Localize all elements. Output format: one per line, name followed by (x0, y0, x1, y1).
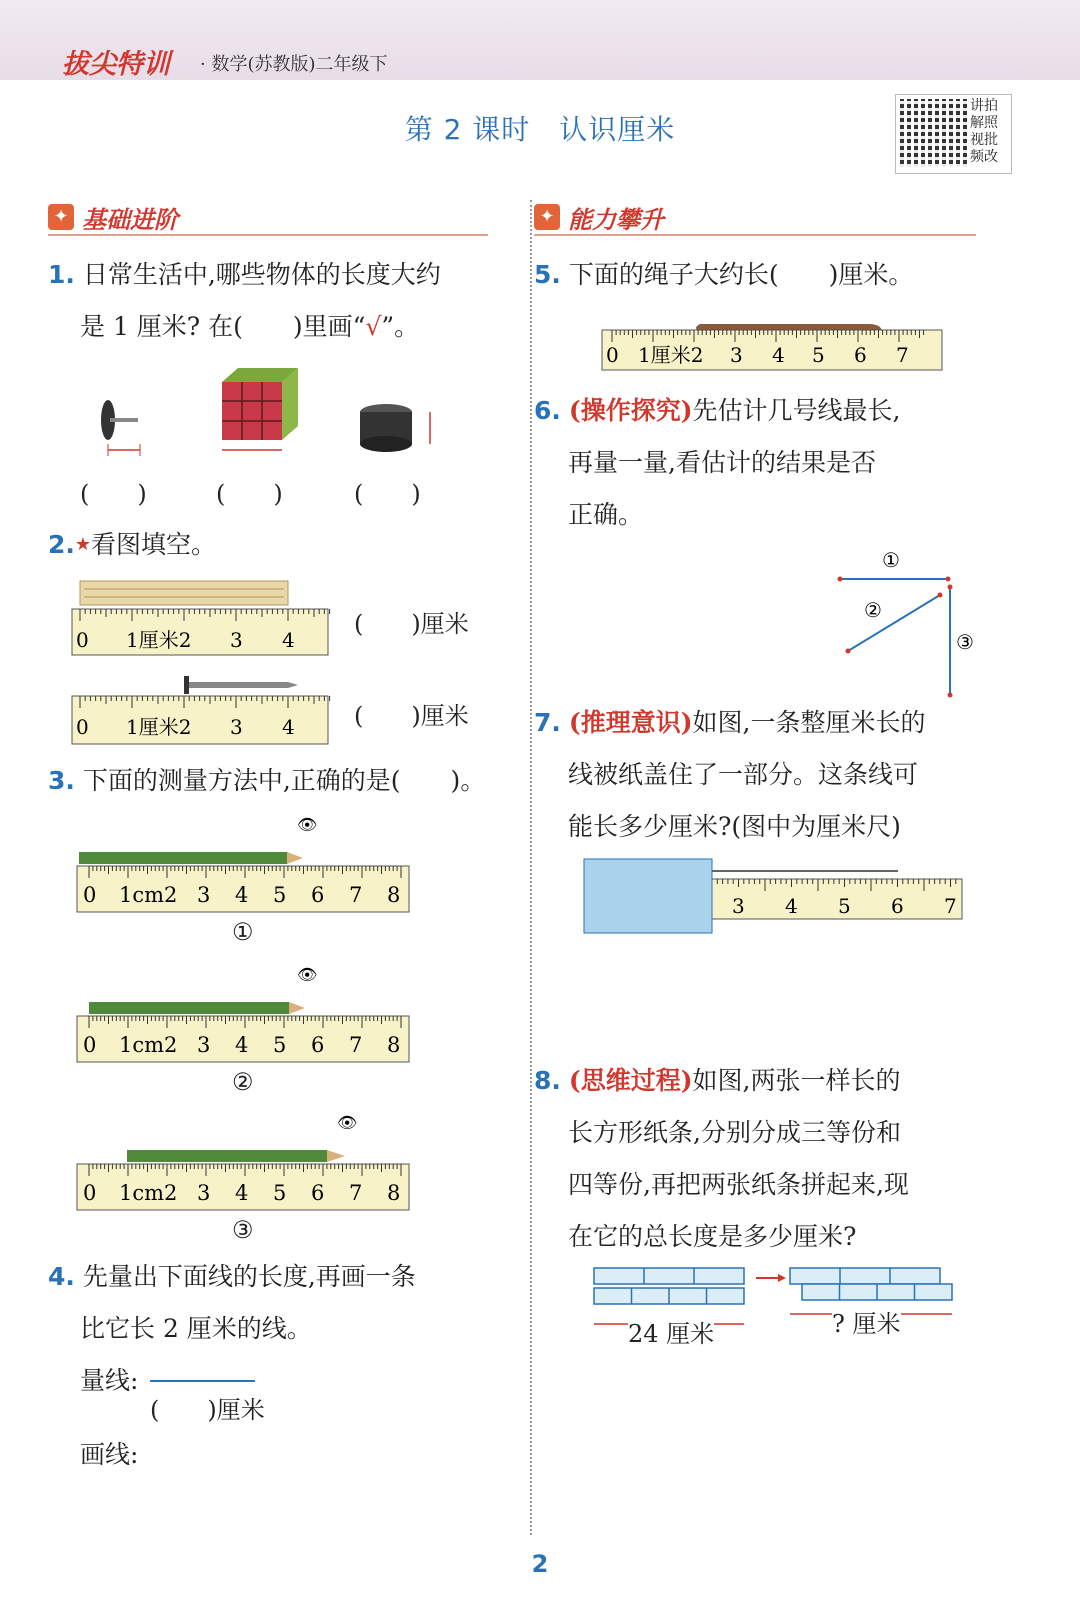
q1-number: 1. (48, 260, 75, 289)
q3-ruler-label: 6 (311, 1181, 325, 1205)
q6-line1 (534, 396, 900, 426)
q1-text2: 是 1 厘米? 在( )里画“ (80, 312, 366, 341)
svg-text:👁: 👁 (297, 815, 318, 834)
q3-ruler-label: 4 (235, 1181, 249, 1205)
book-subtitle: · 数学(苏教版)二年级下 (200, 54, 388, 75)
q8-line1 (534, 1066, 900, 1096)
q3-ruler-label: 8 (387, 1181, 401, 1205)
q7-line1 (534, 708, 925, 738)
q3-ruler-label: 1cm2 (119, 883, 178, 907)
section-advanced-rule (534, 234, 976, 236)
q3-ruler-label: 3 (197, 1033, 211, 1057)
q6-label-1: ① (882, 548, 900, 572)
q5-ruler-label: 5 (812, 343, 825, 367)
q5-ruler-label: 6 (854, 343, 867, 367)
section-basic-title: 基础进阶 (82, 206, 178, 234)
q6-lines-figure (830, 545, 990, 705)
star-icon: ★ (74, 534, 92, 555)
q7-text3: 能长多少厘米?(图中为厘米尺) (568, 812, 901, 841)
q7-covered-ruler (580, 855, 970, 940)
q3-ruler-label: 1cm2 (119, 1181, 178, 1205)
q3-ruler-label: 0 (83, 1181, 97, 1205)
q7-label-3: 3 (732, 894, 745, 918)
q6-text3: 正确。 (568, 500, 644, 529)
q3-option-2[interactable]: ② (232, 1068, 254, 1096)
qr-caption: 讲拍解照视批频改 (970, 98, 998, 165)
q3-ruler-label: 3 (197, 883, 211, 907)
q4-text2: 比它长 2 厘米的线。 (80, 1314, 312, 1343)
q7-label-6: 6 (891, 894, 904, 918)
q4-draw-label[interactable]: 画线: (80, 1440, 139, 1469)
q8-tag: (思维过程) (568, 1066, 693, 1095)
q4-sample-line (150, 1380, 255, 1382)
q6-label-2: ② (864, 598, 882, 622)
svg-text:👁: 👁 (297, 965, 318, 984)
q3-ruler-label: 5 (273, 1181, 287, 1205)
q2-r2-label-3: 3 (230, 715, 243, 739)
q3-ruler-label: 4 (235, 883, 249, 907)
rubiks-cube-icon (222, 368, 298, 450)
q3-ruler-label: 0 (83, 1033, 97, 1057)
q3-ruler-label: 5 (273, 1033, 287, 1057)
q2-number: 2. (48, 530, 75, 559)
q3-ruler-label: 6 (311, 883, 325, 907)
q2-r1-label-4: 4 (282, 628, 295, 652)
qr-code-icon[interactable] (900, 99, 968, 167)
q7-label-4: 4 (785, 894, 798, 918)
q3-ruler-label: 8 (387, 1033, 401, 1057)
q7-number: 7. (534, 708, 561, 737)
q6-number: 6. (534, 396, 561, 425)
q5-rope-ruler (600, 310, 950, 375)
q3-ruler-label: 1cm2 (119, 1033, 178, 1057)
q1-blank-3[interactable]: ( ) (354, 480, 421, 508)
q6-text1: 先估计几号线最长, (692, 396, 901, 425)
q1-blank-1[interactable]: ( ) (80, 480, 147, 508)
q2-line (48, 530, 216, 560)
qr-code-box[interactable] (895, 94, 1012, 174)
q4-measure-label: 量线: (80, 1366, 139, 1395)
q5-text: 下面的绳子大约长( )厘米。 (568, 260, 914, 289)
q1-objects-figure (80, 360, 500, 470)
q6-text2: 再量一量,看估计的结果是否 (568, 448, 876, 477)
q2-r1-label-3: 3 (230, 628, 243, 652)
q7-text2: 线被纸盖住了一部分。这条线可 (568, 760, 919, 789)
q3-ruler-label: 0 (83, 883, 97, 907)
thumbtack-icon (101, 400, 140, 456)
q3-ruler-label: 7 (349, 1181, 363, 1205)
q8-text1: 如图,两张一样长的 (692, 1066, 901, 1095)
q3-ruler-label: 7 (349, 1033, 363, 1057)
q3-option-3[interactable]: ③ (232, 1216, 254, 1244)
q8-text4: 在它的总长度是多少厘米? (568, 1222, 857, 1251)
q4-measure-answer[interactable]: ( )厘米 (150, 1396, 265, 1424)
q5-ruler-label: 4 (772, 343, 785, 367)
q7-label-7: 7 (944, 894, 957, 918)
page-number: 2 (531, 1550, 549, 1578)
q3-ruler-label: 5 (273, 883, 287, 907)
q2-ruler-2 (70, 668, 340, 753)
q3-ruler-label: 4 (235, 1033, 249, 1057)
q3-line (48, 766, 485, 796)
q8-label-left: 24 厘米 (628, 1314, 714, 1349)
q1-text1: 日常生活中,哪些物体的长度大约 (82, 260, 441, 289)
svg-text:👁: 👁 (337, 1113, 358, 1132)
q5-line (534, 260, 913, 290)
q5-ruler-label: 0 (606, 343, 619, 367)
q1-line1 (48, 260, 441, 290)
q8-text3: 四等份,再把两张纸条拼起来,现 (568, 1170, 909, 1199)
coin-stack-icon (360, 404, 430, 452)
q1-line2 (80, 312, 419, 342)
q3-ruler-label: 7 (349, 883, 363, 907)
q8-number: 8. (534, 1066, 561, 1095)
q2-answer-2[interactable]: ( )厘米 (354, 702, 469, 730)
q7-text1: 如图,一条整厘米长的 (692, 708, 926, 737)
q1-blank-2[interactable]: ( ) (216, 480, 283, 508)
q2-text: 看图填空。 (91, 530, 217, 559)
q3-option-1[interactable]: ① (232, 918, 254, 946)
q2-r2-label-4: 4 (282, 715, 295, 739)
check-mark-icon: √ (365, 312, 382, 341)
section-basic-rule (48, 234, 488, 236)
q5-number: 5. (534, 260, 561, 289)
section-advanced-title: 能力攀升 (568, 206, 664, 234)
q6-label-3: ③ (956, 630, 974, 654)
q3-ruler-label: 8 (387, 883, 401, 907)
q1-text3: ”。 (381, 312, 420, 341)
q2-r1-label-1: 1厘米2 (126, 628, 192, 652)
q3-ruler-label: 6 (311, 1033, 325, 1057)
q3-text: 下面的测量方法中,正确的是( )。 (82, 766, 486, 795)
runner-icon: ✦ (48, 204, 74, 230)
q4-number: 4. (48, 1262, 75, 1291)
q2-answer-1[interactable]: ( )厘米 (354, 610, 469, 638)
q8-label-right: ? 厘米 (832, 1304, 901, 1339)
q2-r1-label-0: 0 (76, 628, 89, 652)
q7-tag: (推理意识) (568, 708, 693, 737)
q5-ruler-label: 3 (730, 343, 743, 367)
q6-tag: (操作探究) (568, 396, 693, 425)
q3-number: 3. (48, 766, 75, 795)
q2-r2-label-1: 1厘米2 (126, 715, 192, 739)
q3-ruler-label: 3 (197, 1181, 211, 1205)
lesson-title: 第 2 课时 认识厘米 (404, 113, 676, 146)
q7-label-5: 5 (838, 894, 851, 918)
q8-text2: 长方形纸条,分别分成三等份和 (568, 1118, 901, 1147)
q4-line1 (48, 1262, 416, 1292)
climber-icon: ✦ (534, 204, 560, 230)
q5-ruler-label: 1厘米2 (638, 343, 704, 367)
brand-logo: 拔尖特训 (62, 49, 170, 80)
q2-ruler-1 (70, 575, 340, 665)
column-divider (530, 200, 532, 1535)
q2-r2-label-0: 0 (76, 715, 89, 739)
q5-ruler-label: 7 (896, 343, 909, 367)
q4-text1: 先量出下面线的长度,再画一条 (82, 1262, 416, 1291)
